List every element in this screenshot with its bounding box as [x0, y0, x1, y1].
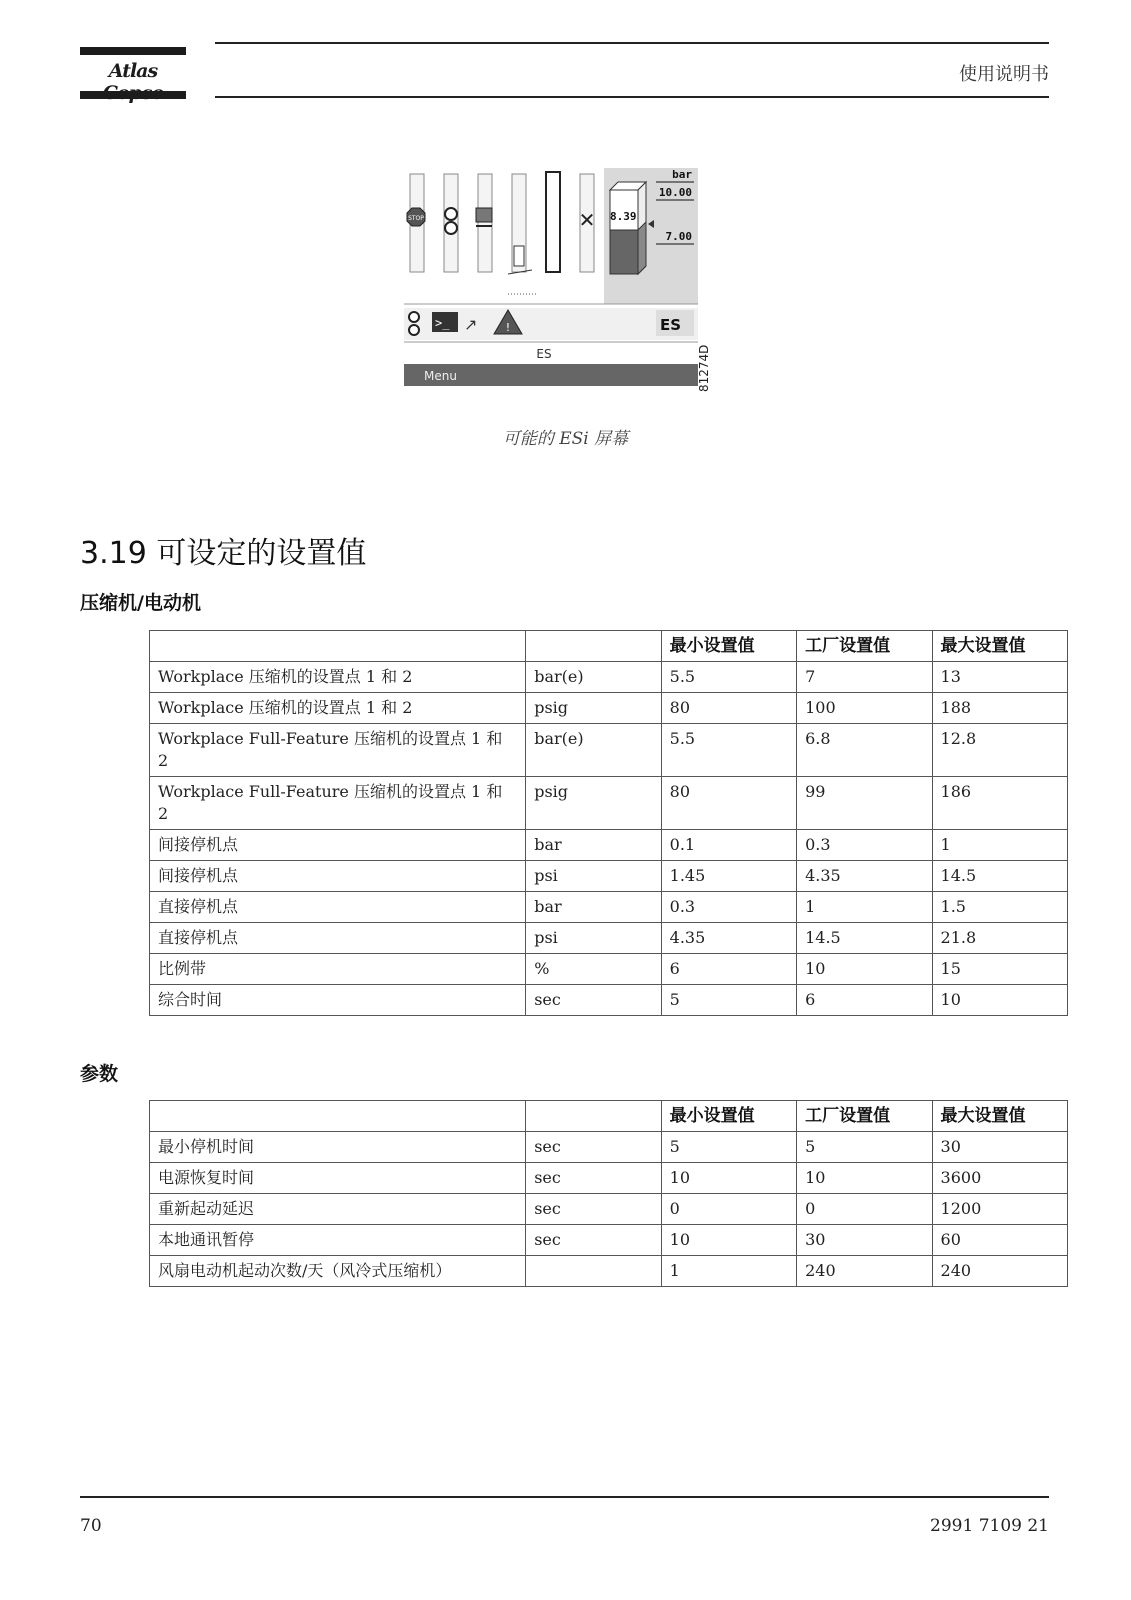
- unit-cell: psig: [526, 777, 661, 830]
- level-indicator: [514, 246, 524, 266]
- min-value-cell: 5.5: [661, 724, 796, 777]
- table-row: [150, 985, 1068, 1016]
- footer-rule: [80, 1496, 1049, 1498]
- table-row: [150, 954, 1068, 985]
- table-row: [150, 1225, 1068, 1256]
- max-value-cell: 1: [932, 830, 1067, 861]
- svg-text:>_: >_: [435, 316, 450, 330]
- table-header-row: [150, 1101, 1068, 1132]
- setting-name-cell: Workplace Full-Feature 压缩机的设置点 1 和 2: [150, 724, 526, 777]
- bar-slots: [410, 174, 594, 272]
- setting-name-cell: 最小停机时间: [150, 1132, 526, 1163]
- header-cell: [526, 631, 661, 662]
- current-pressure-value: 8.39: [610, 210, 637, 223]
- table-row: [150, 662, 1068, 693]
- factory-value-cell: 4.35: [797, 861, 932, 892]
- header-cell: [526, 1101, 661, 1132]
- min-value-cell: 80: [661, 693, 796, 724]
- min-value-cell: 1: [661, 1256, 796, 1287]
- min-value-cell: 10: [661, 1225, 796, 1256]
- table-row: [150, 830, 1068, 861]
- table-header-row: [150, 631, 1068, 662]
- unit-cell: bar(e): [526, 724, 661, 777]
- page-number: 70: [80, 1516, 102, 1536]
- setting-name-cell: 重新起动延迟: [150, 1194, 526, 1225]
- factory-value-cell: 7: [797, 662, 932, 693]
- table-row: [150, 693, 1068, 724]
- table-row: [150, 892, 1068, 923]
- unit-cell: [526, 1256, 661, 1287]
- table-row: [150, 923, 1068, 954]
- logo-top-bar: [80, 47, 186, 55]
- setting-name-cell: 间接停机点: [150, 861, 526, 892]
- min-value-cell: 0.3: [661, 892, 796, 923]
- factory-value-cell: 10: [797, 954, 932, 985]
- min-value-cell: 0.1: [661, 830, 796, 861]
- header-cell-min: 最小设置值: [661, 631, 796, 662]
- max-value-cell: 188: [932, 693, 1067, 724]
- unit-cell: psi: [526, 923, 661, 954]
- header-cell-max: 最大设置值: [932, 1101, 1067, 1132]
- svg-text:STOP: STOP: [408, 215, 424, 222]
- stop-icon: [407, 208, 425, 226]
- min-value-cell: 6: [661, 954, 796, 985]
- menu-label: Menu: [424, 369, 457, 383]
- factory-value-cell: 6.8: [797, 724, 932, 777]
- pressure-cube: [610, 182, 646, 274]
- min-value-cell: 80: [661, 777, 796, 830]
- setting-name-cell: 直接停机点: [150, 923, 526, 954]
- max-value-cell: 15: [932, 954, 1067, 985]
- table-row: [150, 1194, 1068, 1225]
- upper-setpoint-value: 10.00: [658, 186, 692, 199]
- table-row: [150, 1256, 1068, 1287]
- unit-cell: psig: [526, 693, 661, 724]
- factory-value-cell: 5: [797, 1132, 932, 1163]
- min-value-cell: 0: [661, 1194, 796, 1225]
- unit-cell: sec: [526, 1163, 661, 1194]
- min-value-cell: 5: [661, 985, 796, 1016]
- logo-wordmark: Atlas: [108, 60, 158, 82]
- table-row: [150, 1163, 1068, 1194]
- min-value-cell: 10: [661, 1163, 796, 1194]
- factory-value-cell: 0: [797, 1194, 932, 1225]
- min-value-cell: 4.35: [661, 923, 796, 954]
- atlas-copco-logo: [80, 47, 186, 99]
- section-title: 3.19 可设定的设置值: [80, 536, 367, 571]
- parameters-table: [149, 1100, 1068, 1287]
- max-value-cell: 13: [932, 662, 1067, 693]
- table-row: [150, 777, 1068, 830]
- header-cell-min: 最小设置值: [661, 1101, 796, 1132]
- header-title: 使用说明书: [959, 64, 1049, 85]
- max-value-cell: 186: [932, 777, 1067, 830]
- unit-cell: %: [526, 954, 661, 985]
- min-value-cell: 1.45: [661, 861, 796, 892]
- setting-name-cell: 本地通讯暂停: [150, 1225, 526, 1256]
- max-value-cell: 1.5: [932, 892, 1067, 923]
- status-label: ES: [536, 347, 552, 361]
- factory-value-cell: 100: [797, 693, 932, 724]
- factory-value-cell: 6: [797, 985, 932, 1016]
- terminal-icon: [432, 312, 458, 332]
- setting-name-cell: 直接停机点: [150, 892, 526, 923]
- figure-caption: 可能的 ESi 屏幕: [502, 429, 629, 449]
- max-value-cell: 60: [932, 1225, 1067, 1256]
- table-row: [150, 724, 1068, 777]
- header-top-rule: [215, 42, 1049, 44]
- compressor-settings-table: [149, 630, 1068, 1016]
- unit-cell: sec: [526, 1132, 661, 1163]
- setting-name-cell: 综合时间: [150, 985, 526, 1016]
- header-cell: [150, 1101, 526, 1132]
- max-value-cell: 30: [932, 1132, 1067, 1163]
- pressure-unit: bar: [672, 168, 692, 181]
- trend-icon: ↗: [464, 315, 478, 334]
- header-cell-max: 最大设置值: [932, 631, 1067, 662]
- factory-value-cell: 1: [797, 892, 932, 923]
- max-value-cell: 12.8: [932, 724, 1067, 777]
- unit-cell: bar(e): [526, 662, 661, 693]
- min-value-cell: 5.5: [661, 662, 796, 693]
- es-status-icon-label: ES: [660, 316, 682, 334]
- unit-cell: bar: [526, 892, 661, 923]
- max-value-cell: 21.8: [932, 923, 1067, 954]
- esi-screen-figure: [404, 168, 708, 396]
- unit-cell: sec: [526, 1225, 661, 1256]
- svg-text:!: !: [505, 321, 511, 334]
- unit-cell: bar: [526, 830, 661, 861]
- setting-name-cell: Workplace 压缩机的设置点 1 和 2: [150, 693, 526, 724]
- header-bottom-rule: [215, 96, 1049, 98]
- factory-value-cell: 30: [797, 1225, 932, 1256]
- full-bar-indicator: [546, 172, 560, 272]
- params-heading: 参数: [80, 1063, 119, 1085]
- factory-value-cell: 240: [797, 1256, 932, 1287]
- compressor-heading: 压缩机/电动机: [80, 592, 201, 614]
- setting-name-cell: 风扇电动机起动次数/天（风冷式压缩机）: [150, 1256, 526, 1287]
- lower-setpoint-value: 7.00: [665, 230, 692, 243]
- min-value-cell: 5: [661, 1132, 796, 1163]
- max-value-cell: 3600: [932, 1163, 1067, 1194]
- max-value-cell: 240: [932, 1256, 1067, 1287]
- factory-value-cell: 99: [797, 777, 932, 830]
- setting-name-cell: 比例带: [150, 954, 526, 985]
- table-row: [150, 861, 1068, 892]
- max-value-cell: 1200: [932, 1194, 1067, 1225]
- factory-value-cell: 14.5: [797, 923, 932, 954]
- header-cell-factory: 工厂设置值: [797, 631, 932, 662]
- setting-name-cell: Workplace 压缩机的设置点 1 和 2: [150, 662, 526, 693]
- document-number: 2991 7109 21: [930, 1516, 1049, 1536]
- header-cell-factory: 工厂设置值: [797, 1101, 932, 1132]
- setting-name-cell: 电源恢复时间: [150, 1163, 526, 1194]
- fault-x-icon: ✕: [578, 208, 596, 232]
- header-cell: [150, 631, 526, 662]
- setting-name-cell: 间接停机点: [150, 830, 526, 861]
- factory-value-cell: 0.3: [797, 830, 932, 861]
- max-value-cell: 14.5: [932, 861, 1067, 892]
- setting-name-cell: Workplace Full-Feature 压缩机的设置点 1 和 2: [150, 777, 526, 830]
- logo-bottom-bar: [80, 91, 186, 99]
- table-row: [150, 1132, 1068, 1163]
- unit-cell: sec: [526, 985, 661, 1016]
- figure-number: 81274D: [697, 344, 711, 392]
- factory-value-cell: 10: [797, 1163, 932, 1194]
- unit-cell: psi: [526, 861, 661, 892]
- max-value-cell: 10: [932, 985, 1067, 1016]
- unit-cell: sec: [526, 1194, 661, 1225]
